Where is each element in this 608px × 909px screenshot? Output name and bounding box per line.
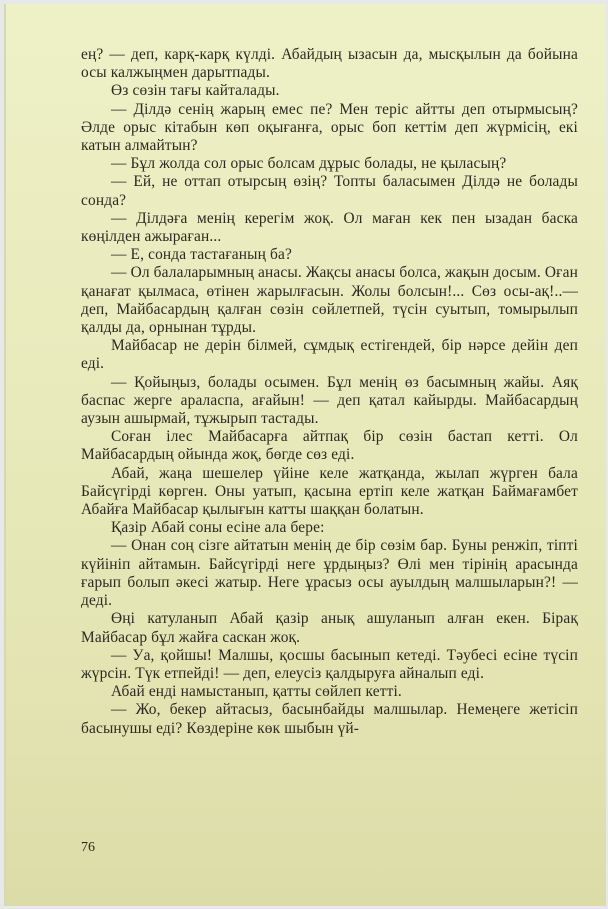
book-page xyxy=(4,4,606,906)
paragraph: — Ділдәға менің керегім жоқ. Ол маған кек пен ызадан баска көңілден ажыраған... xyxy=(81,209,578,246)
paragraph: — Ділдә сенің жарың емес пе? Мен теріс айтты деп отырмысың? Әлде орыс кітабын көп оқығанға, орыс боп кеттім деп жүрмісің, екі катын алмайтын? xyxy=(81,100,578,155)
paragraph: Өз сөзін тағы кайталады. xyxy=(111,82,280,100)
paragraph: — Онан соң сізге айтатын менің де бір сөзім бар. Буны ренжіп, тіпті күйініп айтамын. Байсүгірді неге ұрдыңыз? Өлі мен тірінің арасында ғарып болып әкесі жатыр. Неге ұрасыз осы ауылдың малшыларын?! — деді. xyxy=(81,537,578,610)
paragraph: — Уа, қойшы! Малшы, қосшы басынып кетеді. Тәубесі есіне түсіп жүрсін. Түк етпейді! — деп, елеусіз қалдыруға айналып еді. xyxy=(81,646,578,682)
paragraph: — Жо, бекер айтасыз, басынбайды малшылар. Немеңеге жетісіп басынушы еді? Көздеріне көк шыбын үй- xyxy=(81,701,578,737)
paragraph: — Бұл жолда сол орыс болсам дұрыс болады, не қыласың? xyxy=(111,155,507,173)
paragraph: Соған ілес Майбасарға айтпақ бір сөзін бастап кетті. Ол Майбасардың ойында жоқ, бөгде сөз еді. xyxy=(81,428,578,464)
body-text xyxy=(81,46,578,738)
paragraph: — Ей, не оттап отырсың өзің? Топты баласымен Ділдә не болады сонда? xyxy=(81,173,578,209)
paragraph: Қазір Абай соны есіне ала бере: xyxy=(111,519,325,537)
paragraph: Майбасар не дерін білмей, сұмдық естігендей, бір нәрсе дейін деп еді. xyxy=(81,337,578,373)
paragraph: — Ол балаларымның анасы. Жақсы анасы болса, жақын досым. Оған қанағат қылмаса, өтінен жарылғасын. Жолы болсын!... Сөз осы-ақ!..— деп, Майбасардың қалған сөзін сөйлетпей, түсін суытып, томырылып қалды да, орнынан тұрды. xyxy=(81,264,578,337)
page-number: 76 xyxy=(81,840,95,855)
paragraph: Абай, жаңа шешелер үйіне келе жатқанда, жылап жүрген бала Байсүгірді көрген. Оны уатып, қасына ертіп келе жатқан Баймағамбет Абайға Майбасар қылығын катты шаққан болатын. xyxy=(81,464,578,519)
paragraph: Өңі катуланып Абай қазір анық ашуланып алған екен. Бірақ Майбасар бұл жайға саскан жоқ. xyxy=(81,610,578,646)
paragraph: — Қойыңыз, болады осымен. Бұл менің өз басымның жайы. Аяқ баспас жерге араласпа, ағайын! — деп қатал кайырды. Майбасардың аузын ашырмай, тұжырып тастады. xyxy=(81,373,578,428)
paragraph: Абай енді намыстанып, қатты сөйлеп кетті. xyxy=(111,683,402,701)
paragraph: ең? — деп, карқ-карқ күлді. Абайдың ызасын да, мысқылын да бойына осы калжыңмен дарытпады. xyxy=(81,46,578,82)
paragraph: — Е, сонда тастағаның ба? xyxy=(111,246,292,264)
